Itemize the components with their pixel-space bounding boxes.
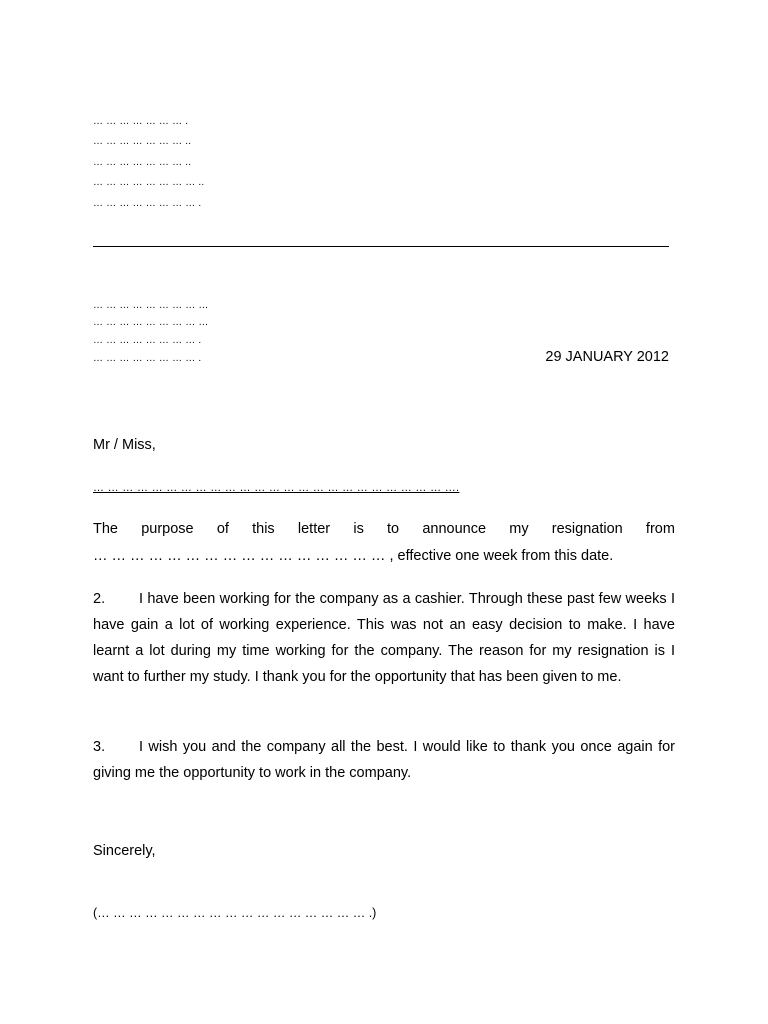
paragraph-3	[93, 734, 675, 786]
sender-address-line-2: … … … … … … … ..	[93, 136, 192, 147]
intro-word: to	[387, 521, 400, 537]
salutation: Mr / Miss,	[93, 437, 156, 453]
paragraph-2	[93, 586, 675, 690]
recipient-address-line-4: … … … … … … … … .	[93, 353, 202, 364]
paragraph-number: 3.	[93, 739, 106, 755]
sender-address-line-5: … … … … … … … … .	[93, 198, 202, 209]
intro-word: purpose	[141, 521, 194, 537]
subject-line: … … … … … … … … … … … … … … … … … … … … … … … … ….	[93, 482, 460, 494]
intro-word: announce	[422, 521, 487, 537]
recipient-address-line-3: … … … … … … … … .	[93, 335, 202, 346]
sender-address-line-3: … … … … … … … ..	[93, 157, 192, 168]
intro-word: of	[216, 521, 229, 537]
letter-date: 29 JANUARY 2012	[545, 349, 669, 365]
intro-word: my	[509, 521, 529, 537]
sender-address-line-1: … … … … … … … .	[93, 116, 189, 127]
signature-placeholder: (… … … … … … … … … … … … … … … … … .)	[93, 906, 377, 920]
intro-word: is	[353, 521, 364, 537]
intro-word: resignation	[551, 521, 623, 537]
recipient-address-line-1: … … … … … … … … …	[93, 300, 209, 311]
recipient-address-line-2: … … … … … … … … …	[93, 317, 209, 328]
intro-word: The	[93, 521, 118, 537]
intro-word: from	[645, 521, 675, 537]
intro-continuation: … … … … … … … … … … … … … … … … , effective one week from this date.	[93, 548, 614, 564]
sender-address-line-4: … … … … … … … … ..	[93, 177, 205, 188]
intro-first-line	[93, 516, 675, 542]
intro-word: letter	[297, 521, 331, 537]
paragraph-number: 2.	[93, 591, 106, 607]
paragraph-text: I wish you and the company all the best. I would like to thank you once again for giving me the opportunity to work in the company.	[93, 739, 675, 781]
closing: Sincerely,	[93, 843, 156, 859]
paragraph-text: I have been working for the company as a cashier. Through these past few weeks I have gain a lot of working experience. This was not an easy decision to make. I have learnt a lot during my time working for the company. The reason for my resignation is I want to further my study. I thank you for the opportunity that has been given to me.	[93, 591, 675, 685]
intro-word: this	[252, 521, 275, 537]
header-divider	[93, 246, 669, 247]
